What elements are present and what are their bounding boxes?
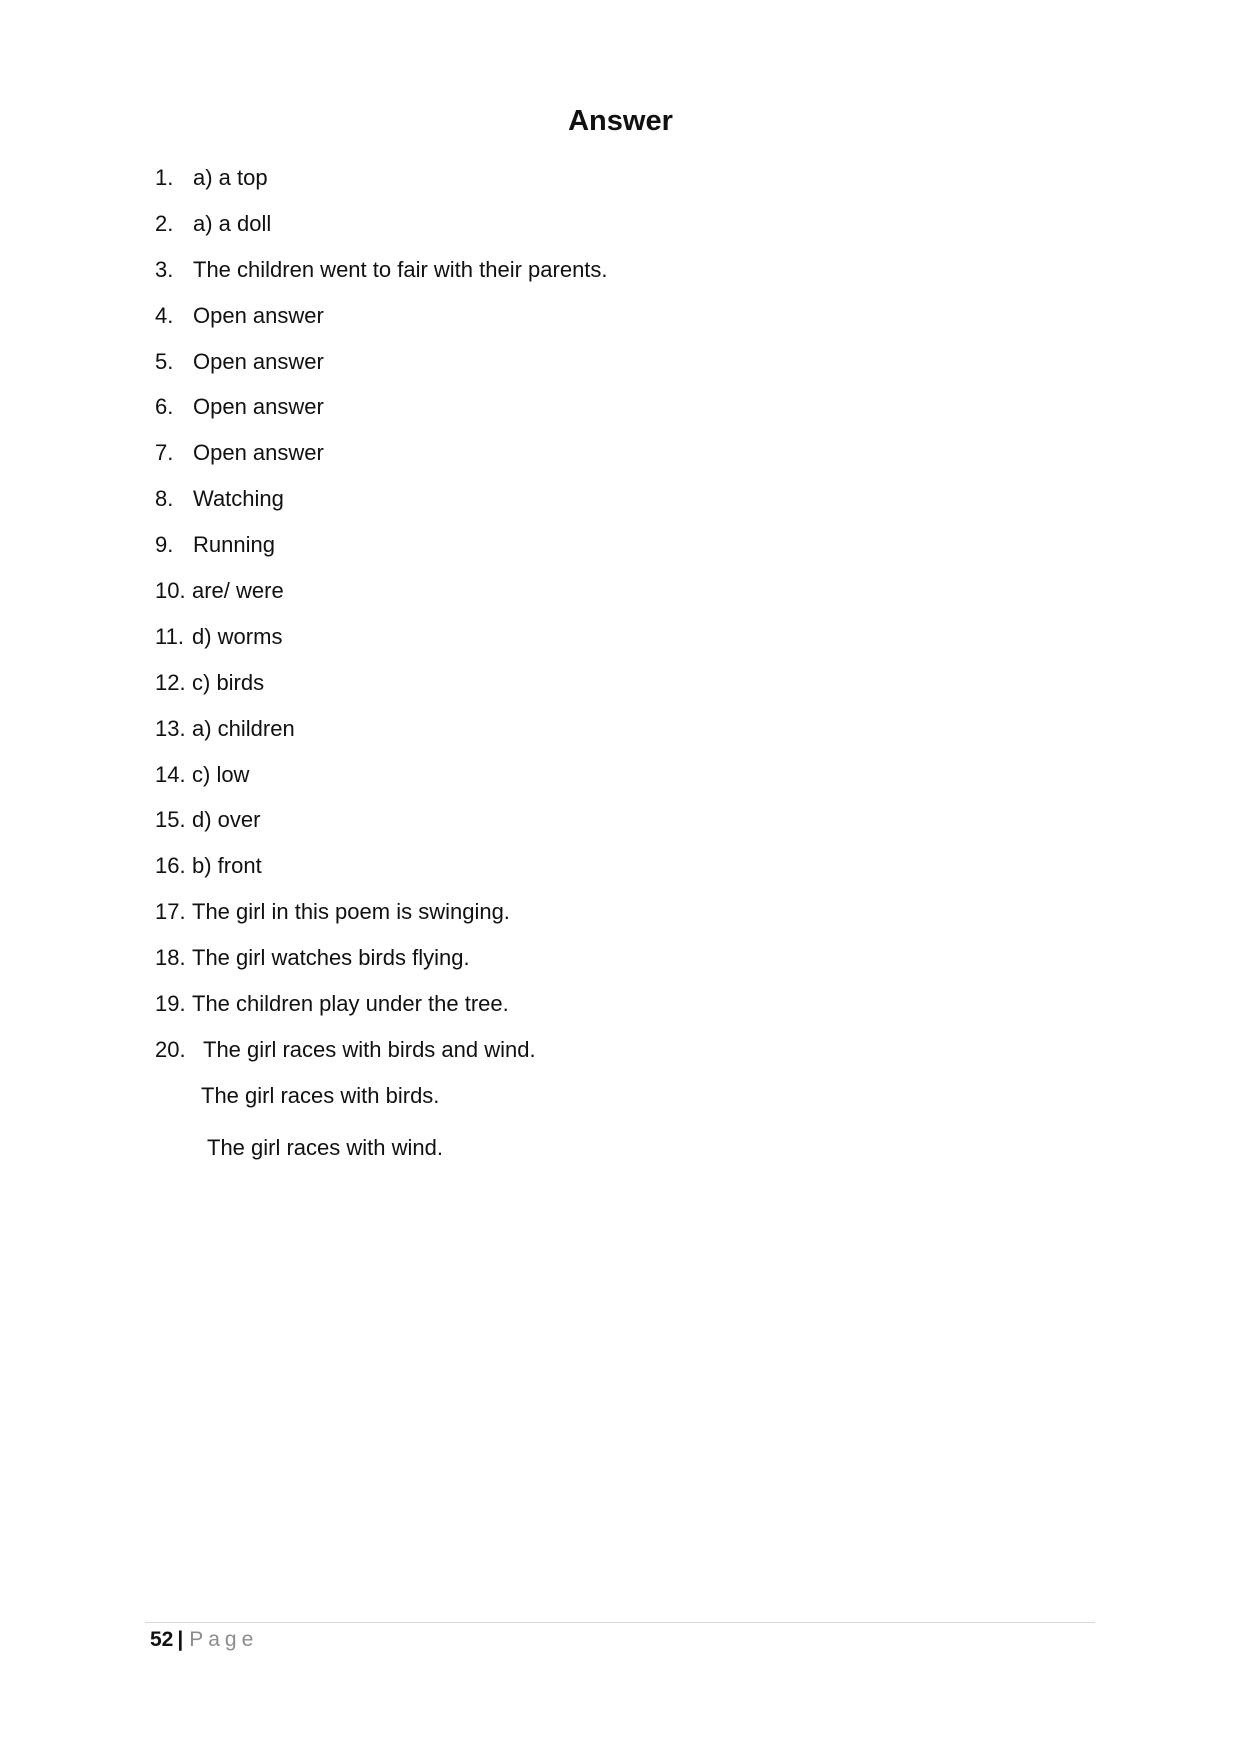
- answer-number: 4.: [155, 302, 174, 328]
- answer-text: Running: [193, 532, 275, 558]
- answer-text: a) a doll: [193, 210, 272, 236]
- answer-item: [155, 668, 608, 714]
- answer-item: [155, 255, 608, 301]
- answer-text: Open answer: [193, 394, 324, 420]
- answer-text: Open answer: [193, 348, 324, 374]
- answer-text: The children went to fair with their parents.: [193, 256, 608, 282]
- page-footer: [150, 1625, 258, 1655]
- answer-item: [155, 714, 608, 760]
- answer-number: 8.: [155, 486, 174, 512]
- answer-text: The girl races with birds and wind.: [203, 1036, 536, 1062]
- answer-text: The girl in this poem is swinging.: [192, 899, 510, 925]
- answer-text: a) a top: [193, 165, 268, 190]
- answer-item: [155, 484, 608, 530]
- answer-item: [155, 622, 608, 668]
- answer-list: [155, 163, 608, 1081]
- answer-number: 17.: [155, 899, 186, 925]
- answer-number: 2.: [155, 210, 174, 236]
- page-title: Answer: [568, 105, 673, 137]
- answer-item: [155, 163, 608, 209]
- answer-number: 15.: [155, 807, 186, 833]
- answer-number: 18.: [155, 945, 186, 971]
- answer-text: Open answer: [193, 440, 324, 466]
- answer-text: c) birds: [192, 669, 265, 695]
- answer-item: [155, 576, 608, 622]
- answer-number: 12.: [155, 669, 186, 695]
- page-number: 52: [150, 1628, 174, 1651]
- answer-text: The girl watches birds flying.: [192, 945, 470, 971]
- answer-text: a) children: [192, 715, 295, 741]
- footer-divider: [145, 1622, 1095, 1623]
- answer-number: 10.: [155, 578, 186, 604]
- answer-number: 14.: [155, 761, 186, 787]
- answer-number: 7.: [155, 440, 174, 466]
- answer-item: [155, 805, 608, 851]
- answer-number: 6.: [155, 394, 174, 420]
- answer-number: 16.: [155, 853, 186, 879]
- answer-text: b) front: [192, 853, 262, 879]
- answer-item: [155, 347, 608, 393]
- answer-number: 11.: [155, 623, 184, 649]
- answer-item: [155, 760, 608, 806]
- answer-number: 1.: [155, 165, 174, 190]
- answer-number: 5.: [155, 348, 174, 374]
- answer-item: [155, 392, 608, 438]
- answer-number: 19.: [155, 991, 186, 1017]
- answer-number: 13.: [155, 715, 186, 741]
- answer-text: c) low: [192, 761, 250, 787]
- answer-item: [155, 989, 608, 1035]
- answer-text: Open answer: [193, 302, 324, 328]
- answer-text: are/ were: [192, 578, 284, 604]
- footer-separator: |: [177, 1628, 184, 1651]
- answer-item: [155, 438, 608, 484]
- answer-item: [155, 301, 608, 347]
- answer-item: [155, 1035, 608, 1081]
- answer-text: Watching: [193, 486, 284, 512]
- answer-number: 3.: [155, 256, 174, 282]
- page-label: Page: [189, 1628, 259, 1651]
- sub-answer: The girl races with wind.: [207, 1135, 443, 1160]
- answer-number: 9.: [155, 532, 174, 558]
- answer-item: [155, 530, 608, 576]
- answer-text: d) over: [192, 807, 261, 833]
- answer-text: d) worms: [192, 623, 283, 649]
- answer-item: [155, 897, 608, 943]
- answer-item: [155, 943, 608, 989]
- answer-item: [155, 851, 608, 897]
- answer-text: The children play under the tree.: [192, 991, 509, 1017]
- answer-item: [155, 209, 608, 255]
- sub-answer: The girl races with birds.: [201, 1083, 440, 1108]
- answer-number: 20.: [155, 1036, 186, 1062]
